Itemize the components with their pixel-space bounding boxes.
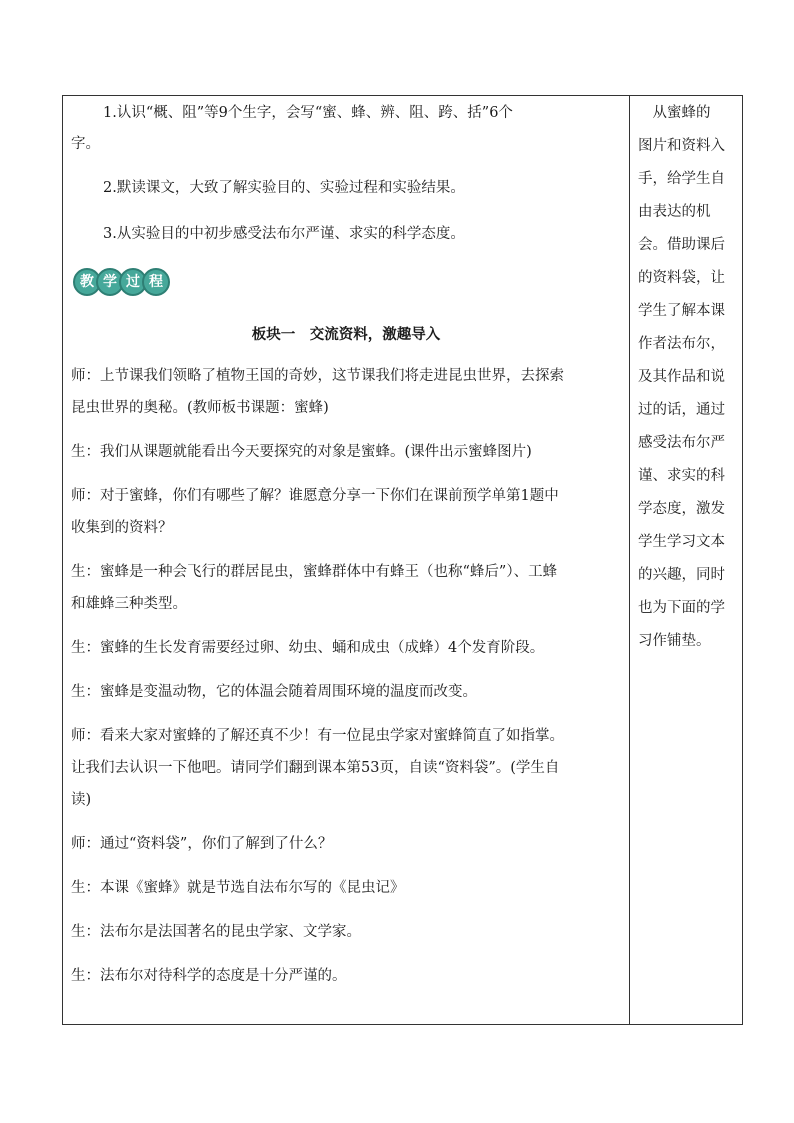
main-content-column [63, 96, 629, 1024]
dialogue-line: 让我们去认识一下他吧。请同学们翻到课本第53页，自读“资料袋”。(学生自 [71, 760, 560, 776]
side-note-line: 学生学习文本 [638, 534, 725, 550]
side-note-line: 学态度，激发 [638, 501, 725, 517]
badge-char: 过 [119, 268, 147, 296]
badge-char: 程 [142, 268, 170, 296]
side-note-line: 谨、求实的科 [638, 468, 725, 484]
dialogue-line: 生：法布尔是法国著名的昆虫学家、文学家。 [71, 924, 361, 940]
side-note-line: 及其作品和说 [638, 369, 725, 385]
side-note-line: 过的话，通过 [638, 402, 725, 418]
side-note-line: 的资料袋，让 [638, 270, 725, 286]
side-note-line: 习作铺垫。 [638, 633, 711, 649]
side-note-line: 学生了解本课 [638, 303, 725, 319]
dialogue-line: 生：本课《蜜蜂》就是节选自法布尔写的《昆虫记》 [71, 880, 405, 896]
dialogue-line: 读) [71, 792, 92, 808]
dialogue-line: 师：对于蜜蜂，你们有哪些了解？谁愿意分享一下你们在课前预学单第1题中 [71, 488, 559, 504]
objective-line: 2.默读课文，大致了解实验目的、实验过程和实验结果。 [103, 180, 465, 196]
side-note-line: 作者法布尔， [638, 336, 725, 352]
side-note-line: 也为下面的学 [638, 600, 725, 616]
dialogue-line: 昆虫世界的奥秘。(教师板书课题：蜜蜂) [71, 400, 329, 416]
side-note-line: 感受法布尔严 [638, 435, 725, 451]
dialogue-line: 生：蜜蜂的生长发育需要经过卵、幼虫、蛹和成虫（成蜂）4个发育阶段。 [71, 640, 545, 656]
teaching-process-badge [73, 268, 165, 296]
side-note-line: 图片和资料入 [638, 138, 725, 154]
side-note-line: 的兴趣，同时 [638, 567, 725, 583]
dialogue-line: 师：通过“资料袋”，你们了解到了什么？ [71, 836, 333, 852]
side-note-line: 会。借助课后 [638, 237, 725, 253]
lesson-plan-table [62, 95, 743, 1025]
dialogue-line: 师：看来大家对蜜蜂的了解还真不少！有一位昆虫学家对蜜蜂简直了如指掌。 [71, 728, 564, 744]
dialogue-line: 和雄蜂三种类型。 [71, 596, 187, 612]
section-title: 板块一 交流资料，激趣导入 [251, 326, 441, 343]
design-intent-column [630, 96, 743, 1024]
dialogue-line: 收集到的资料？ [71, 520, 173, 536]
objective-line: 1.认识“概、阻”等9个生字，会写“蜜、蜂、辨、阻、跨、括”6个 [103, 105, 513, 121]
side-note-line: 从蜜蜂的 [638, 105, 711, 121]
dialogue-line: 生：蜜蜂是一种会飞行的群居昆虫，蜜蜂群体中有蜂王（也称“蜂后”）、工蜂 [71, 564, 558, 580]
dialogue-line: 生：我们从课题就能看出今天要探究的对象是蜜蜂。(课件出示蜜蜂图片) [71, 444, 532, 460]
badge-char: 教 [73, 268, 101, 296]
objective-line: 3.从实验目的中初步感受法布尔严谨、求实的科学态度。 [103, 226, 465, 242]
dialogue-line: 生：法布尔对待科学的态度是十分严谨的。 [71, 968, 347, 984]
objective-line: 字。 [71, 136, 100, 152]
side-note-line: 由表达的机 [638, 204, 711, 220]
dialogue-line: 师：上节课我们领略了植物王国的奇妙，这节课我们将走进昆虫世界，去探索 [71, 368, 564, 384]
side-note-line: 手，给学生自 [638, 171, 725, 187]
dialogue-line: 生：蜜蜂是变温动物，它的体温会随着周围环境的温度而改变。 [71, 684, 477, 700]
badge-char: 学 [96, 268, 124, 296]
